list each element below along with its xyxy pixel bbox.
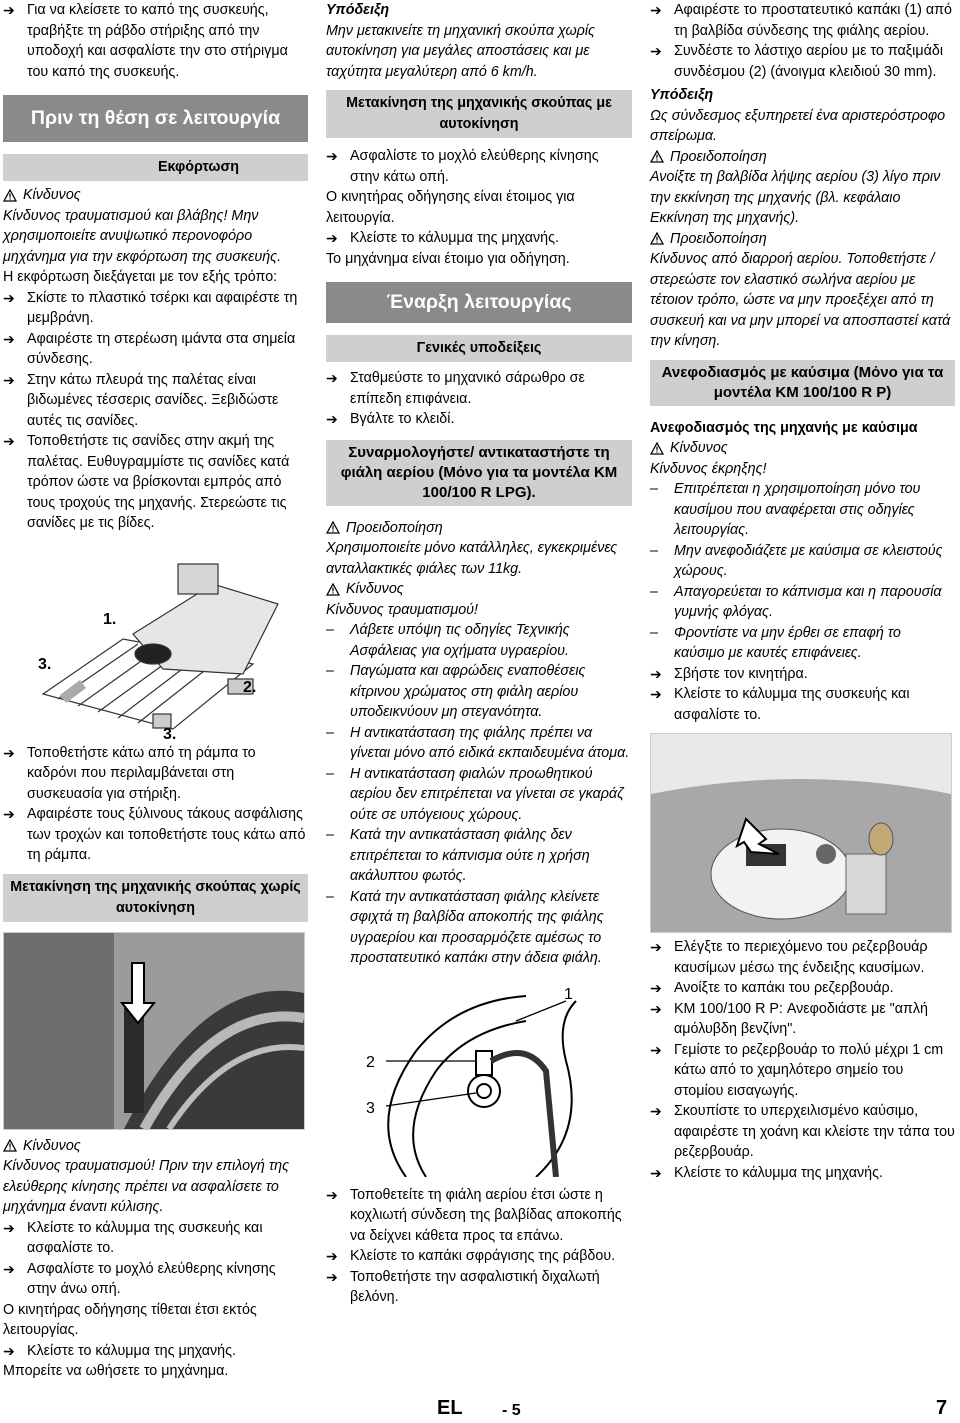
subsection-title: Ανεφοδιασμός με καύσιμα (Μόνο για τα μοντέλα KM 100/100 R P) (650, 360, 955, 406)
warning-triangle-icon (650, 150, 664, 163)
danger-text: Κίνδυνος έκρηξης! (650, 460, 767, 477)
arrow-bullet-icon: ➔ (326, 1248, 338, 1264)
subsection-title: Μετακίνηση της μηχανικής σκούπας με αυτοκίνηση (326, 90, 632, 138)
warning-triangle-icon (326, 583, 340, 596)
list-item: ➔ Συνδέστε το λάστιχο αερίου με το παξιμάδι συνδέσμου (2) (άνοιγμα κλειδιού 30 mm). (650, 43, 943, 80)
paragraph: Το μηχάνημα είναι έτοιμο για οδήγηση. (326, 250, 570, 267)
warning-triangle-icon (326, 521, 340, 534)
photo-illustration (4, 933, 304, 1129)
list-item: ➔ Αφαιρέστε το προστατευτικό καπάκι (1) από τη βαλβίδα σύνδεσης της φιάλης αερίου. (650, 2, 952, 39)
list-item: ➔ Τοποθετείτε τη φιάλη αερίου έτσι ώστε η κοχλιωτή σύνδεση της βαλβίδας αποκοπής να δείχνει κάθετα προς τα επάνω. (326, 1186, 622, 1244)
arrow-bullet-icon: ➔ (3, 330, 15, 347)
arrow-bullet-icon: ➔ (650, 1041, 662, 1058)
list-item: ➔ Σβήστε τον κινητήρα. (650, 664, 955, 685)
arrow-bullet-icon: ➔ (326, 230, 338, 246)
arrow-bullet-icon: ➔ (3, 371, 15, 388)
paragraph: Μπορείτε να ωθήσετε το μηχάνημα. (3, 1363, 229, 1379)
column-1 (3, 0, 308, 1382)
list-item: ➔ Κλείστε το κάλυμμα της μηχανής. (650, 1163, 955, 1184)
arrow-bullet-icon: ➔ (3, 806, 15, 822)
figure-label: 3. (163, 725, 177, 739)
arrow-bullet-icon: ➔ (326, 148, 338, 164)
list-item: – Λάβετε υπόψη τις οδηγίες Τεχνικής Ασφάλειας για οχήματα υγραερίου. (326, 622, 570, 659)
subsection-title: Γενικές υποδείξεις (326, 335, 632, 362)
warning-heading: Προειδοποίηση (650, 229, 955, 250)
subsection-title: Εκφόρτωση (3, 154, 308, 181)
warning-heading: Προειδοποίηση (326, 518, 632, 539)
arrow-bullet-icon: ➔ (650, 1000, 662, 1017)
list-item: – Κατά την αντικατάσταση φιάλης κλείνετε σφιχτά τη βαλβίδα αποκοπής της φιάλης υγραερίου και προσαρμόζετε αμέσως το προστατευτικό καπάκι στην άδεια φιάλη. (326, 888, 604, 966)
paragraph: Ο κινητήρας οδήγησης είναι έτοιμος για λειτουργία. (326, 189, 575, 226)
list-item: – Φροντίστε να μην έρθει σε επαφή το καύσιμο με καυτές επιφάνειες. (650, 624, 901, 661)
warning-triangle-icon (3, 1139, 17, 1152)
photo-illustration (651, 734, 951, 932)
list-item: ➔ Αφαιρέστε τη στερέωση ιμάντα στα σημεία σύνδεσης. (3, 330, 296, 367)
list-item: – Η αντικατάσταση φιαλών προωθητικού αερίου δεν επιτρέπεται να γίνεται σε γκαράζ ούτε σε υπόγειους χώρους. (326, 765, 624, 823)
hint-text: Μην μετακινείτε τη μηχανική σκούπα χωρίς αυτοκίνηση για μεγάλες αποστάσεις και με ταχύτητα μεγαλύτερη από 6 km/h. (326, 22, 595, 80)
arrow-bullet-icon: ➔ (3, 1219, 15, 1236)
list-item: ➔ Τοποθετήστε την ασφαλιστική διχαλωτή βελόνη. (326, 1268, 600, 1305)
footer-page-section: - 5 (502, 1402, 521, 1419)
list-item: – Η αντικατάσταση της φιάλης πρέπει να γίνεται μόνο από ειδικά εκπαιδευμένα άτομα. (326, 724, 630, 761)
arrow-bullet-icon: ➔ (3, 1260, 15, 1277)
figure-label: 2 (366, 1053, 375, 1071)
list-item: ➔ Βγάλτε το κλειδί. (326, 409, 632, 430)
unloading-figure (3, 544, 303, 739)
arrow-bullet-icon: ➔ (650, 980, 662, 996)
warning-text: Κίνδυνος από διαρροή αερίου. Τοποθετήστε /στερεώστε τον ελαστικό σωλήνα αερίου με τέτοιον τρόπο, ώστε να μην προεξέχει από τη συσκευή και να μην μπορεί να αποσπαστεί κατά την κίνηση. (650, 251, 951, 349)
subsection-title: Συναρμολογήστε/ αντικαταστήστε τη φιάλη αερίου (Μόνο για τα μοντέλα KM 100/100 R LPG). (326, 440, 632, 506)
list-item: ➔ Κλείστε το καπάκι σφράγισης της ράβδου. (326, 1246, 632, 1267)
list-item: ➔ Ανοίξτε το καπάκι του ρεζερβουάρ. (650, 978, 955, 999)
warning-triangle-icon (3, 189, 17, 202)
list-item: – Παγώματα και αφρώδεις εναποθέσεις κίτρινου χρώματος στη φιάλη αερίου υποδεικνύουν μη στεγανότητα. (326, 663, 586, 720)
arrow-bullet-icon: ➔ (650, 686, 662, 702)
pallet-ramp-illustration (3, 544, 303, 739)
list-item: ➔ Κλείστε το κάλυμμα της συσκευής και ασφαλίστε το. (3, 1219, 263, 1256)
arrow-bullet-icon: ➔ (326, 411, 338, 427)
arrow-bullet-icon: ➔ (3, 433, 15, 449)
column-2 (326, 0, 632, 1308)
list-item: ➔ Για να κλείσετε το καπό της συσκευής, τραβήξτε τη ράβδο στήριξης από την υποδοχή και ασφαλίστε την στο στήριγμα του καπό της συσκευής. (3, 2, 288, 80)
list-item: ➔ Τοποθετήστε τις σανίδες στην ακμή της παλέτας. Ευθυγραμμίστε τις σανίδες κατά τρόπον ώστε να βρίσκονται εμπρός από τους τροχούς της μηχανής. Στερεώστε τις σανίδες με τις βίδες. (3, 433, 290, 531)
arrow-bullet-icon: ➔ (650, 665, 662, 682)
footer-page-number: 7 (936, 1397, 948, 1419)
gas-bottle-figure (326, 981, 626, 1177)
arrow-bullet-icon: ➔ (650, 2, 662, 18)
list-item: – Απαγορεύεται το κάπνισμα και η παρουσία γυμνής φλόγας. (650, 583, 942, 620)
arrow-bullet-icon: ➔ (3, 744, 15, 761)
column-3 (650, 0, 955, 1183)
warning-heading: Προειδοποίηση (650, 147, 955, 168)
arrow-bullet-icon: ➔ (326, 370, 338, 386)
figure-label: 3. (38, 655, 52, 673)
list-item: – Κατά την αντικατάσταση φιάλης δεν επιτρέπεται το κάπνισμα ούτε η χρήση ακάλυπτου φωτός. (326, 827, 590, 884)
warning-text: Χρησιμοποιείτε μόνο κατάλληλες, εγκεκριμένες ανταλλακτικές φιάλες των 11kg. (326, 540, 618, 577)
figure-label: 1. (103, 610, 117, 628)
gas-bottle-illustration (326, 981, 626, 1177)
subsection-title: Μετακίνηση της μηχανικής σκούπας χωρίς αυτοκίνηση (3, 874, 308, 922)
warning-text: Ανοίξτε τη βαλβίδα λήψης αερίου (3) λίγο πριν την εκκίνηση της μηχανής (βλ. κεφάλαιο Εκκίνηση της μηχανής). (650, 169, 941, 226)
list-item: ➔ Κλείστε το κάλυμμα της συσκευής και ασφαλίστε το. (650, 686, 910, 723)
fuel-tank-photo (650, 733, 952, 933)
list-item: ➔ Σταθμεύστε το μηχανικό σάρωθρο σε επίπεδη επιφάνεια. (326, 370, 585, 407)
warning-triangle-icon (650, 232, 664, 245)
footer-language: EL (437, 1397, 463, 1419)
warning-triangle-icon (650, 442, 664, 455)
figure-label: 3 (366, 1099, 375, 1117)
list-item: ➔ Σκίστε το πλαστικό τσέρκι και αφαιρέστε τη μεμβράνη. (3, 289, 298, 326)
list-item: – Μην ανεφοδιάζετε με καύσιμα σε κλειστούς χώρους. (650, 542, 943, 579)
list-item: ➔ Κλείστε το κάλυμμα της μηχανής. (326, 228, 632, 249)
list-item: – Επιτρέπεται η χρησιμοποίηση μόνο του καυσίμου που αναφέρεται στις οδηγίες λειτουργίας. (650, 481, 921, 538)
list-item: ➔ Σκουπίστε το υπερχειλισμένο καύσιμο, αφαιρέστε τη χοάνη και κλείστε την τάπα του ρεζερβουάρ. (650, 1103, 955, 1160)
arrow-bullet-icon: ➔ (650, 939, 662, 955)
list-item: ➔ Γεμίστε το ρεζερβουάρ το πολύ μέχρι 1 cm κάτω από το χαμηλότερο σημείο του στομίου εισαγωγής. (650, 1041, 944, 1099)
danger-heading: Κίνδυνος (3, 1136, 308, 1157)
danger-heading: Κίνδυνος (3, 185, 308, 206)
arrow-bullet-icon: ➔ (3, 1342, 15, 1359)
paragraph: Ο κινητήρας οδήγησης τίθεται έτσι εκτός λειτουργίας. (3, 1301, 257, 1338)
hint-text: Ως σύνδεσμος εξυπηρετεί ένα αριστερόστροφο σπείρωμα. (650, 107, 946, 144)
paragraph: Η εκφόρτωση διεξάγεται με τον εξής τρόπο: (3, 269, 278, 285)
list-item: ➔ Ασφαλίστε το μοχλό ελεύθερης κίνησης στην άνω οπή. (3, 1260, 276, 1297)
list-item: ➔ Αφαιρέστε τους ξύλινους τάκους ασφάλισης των τροχών και τοποθετήστε τους κάτω από τη ράμπα. (3, 806, 306, 863)
arrow-bullet-icon: ➔ (3, 2, 15, 18)
list-item: ➔ Ελέγξτε το περιεχόμενο του ρεζερβουάρ καυσίμων μέσω της ένδειξης καυσίμων. (650, 939, 928, 976)
list-item: ➔ Ασφαλίστε το μοχλό ελεύθερης κίνησης στην κάτω οπή. (326, 148, 599, 185)
section-title: Πριν τη θέση σε λειτουργία (3, 95, 308, 142)
subheading: Ανεφοδιασμός της μηχανής με καύσιμα (650, 419, 918, 436)
danger-heading: Κίνδυνος (326, 579, 632, 600)
arrow-bullet-icon: ➔ (650, 43, 662, 59)
danger-heading: Κίνδυνος (650, 438, 955, 459)
list-item: ➔ KM 100/100 R P: Ανεφοδιάστε με "απλή αμόλυβδη βενζίνη". (650, 1000, 928, 1037)
danger-text: Κίνδυνος τραυματισμού και βλάβης! Μην χρησιμοποιείτε ανυψωτικό περονοφόρο μηχάνημα για την εκφόρτωση της συσκευής. (3, 207, 282, 265)
figure-label: 1 (564, 985, 573, 1003)
list-item: ➔ Στην κάτω πλευρά της παλέτας είναι βιδωμένες τέσσερις σανίδες. Ξεβιδώστε αυτές τις σανίδες. (3, 371, 279, 429)
danger-text: Κίνδυνος τραυματισμού! (326, 601, 478, 618)
freewheel-lever-photo (3, 932, 305, 1130)
arrow-bullet-icon: ➔ (326, 1268, 338, 1285)
arrow-bullet-icon: ➔ (3, 289, 15, 306)
hint-label: Υπόδειξη (650, 87, 714, 103)
hint-label: Υπόδειξη (326, 2, 390, 18)
arrow-bullet-icon: ➔ (326, 1186, 338, 1203)
arrow-bullet-icon: ➔ (650, 1164, 662, 1181)
arrow-bullet-icon: ➔ (650, 1103, 662, 1119)
list-item: ➔ Τοποθετήστε κάτω από τη ράμπα το καδρόνι που περιλαμβάνεται στη συσκευασία για στήριξη. (3, 744, 256, 802)
figure-label: 2. (243, 678, 257, 696)
section-title: Έναρξη λειτουργίας (326, 282, 632, 323)
danger-text: Κίνδυνος τραυματισμού! Πριν την επιλογή της ελεύθερης κίνησης πρέπει να ασφαλίσετε το μηχάνημα έναντι κύλισης. (3, 1158, 290, 1215)
list-item: ➔ Κλείστε το κάλυμμα της μηχανής. (3, 1341, 308, 1362)
